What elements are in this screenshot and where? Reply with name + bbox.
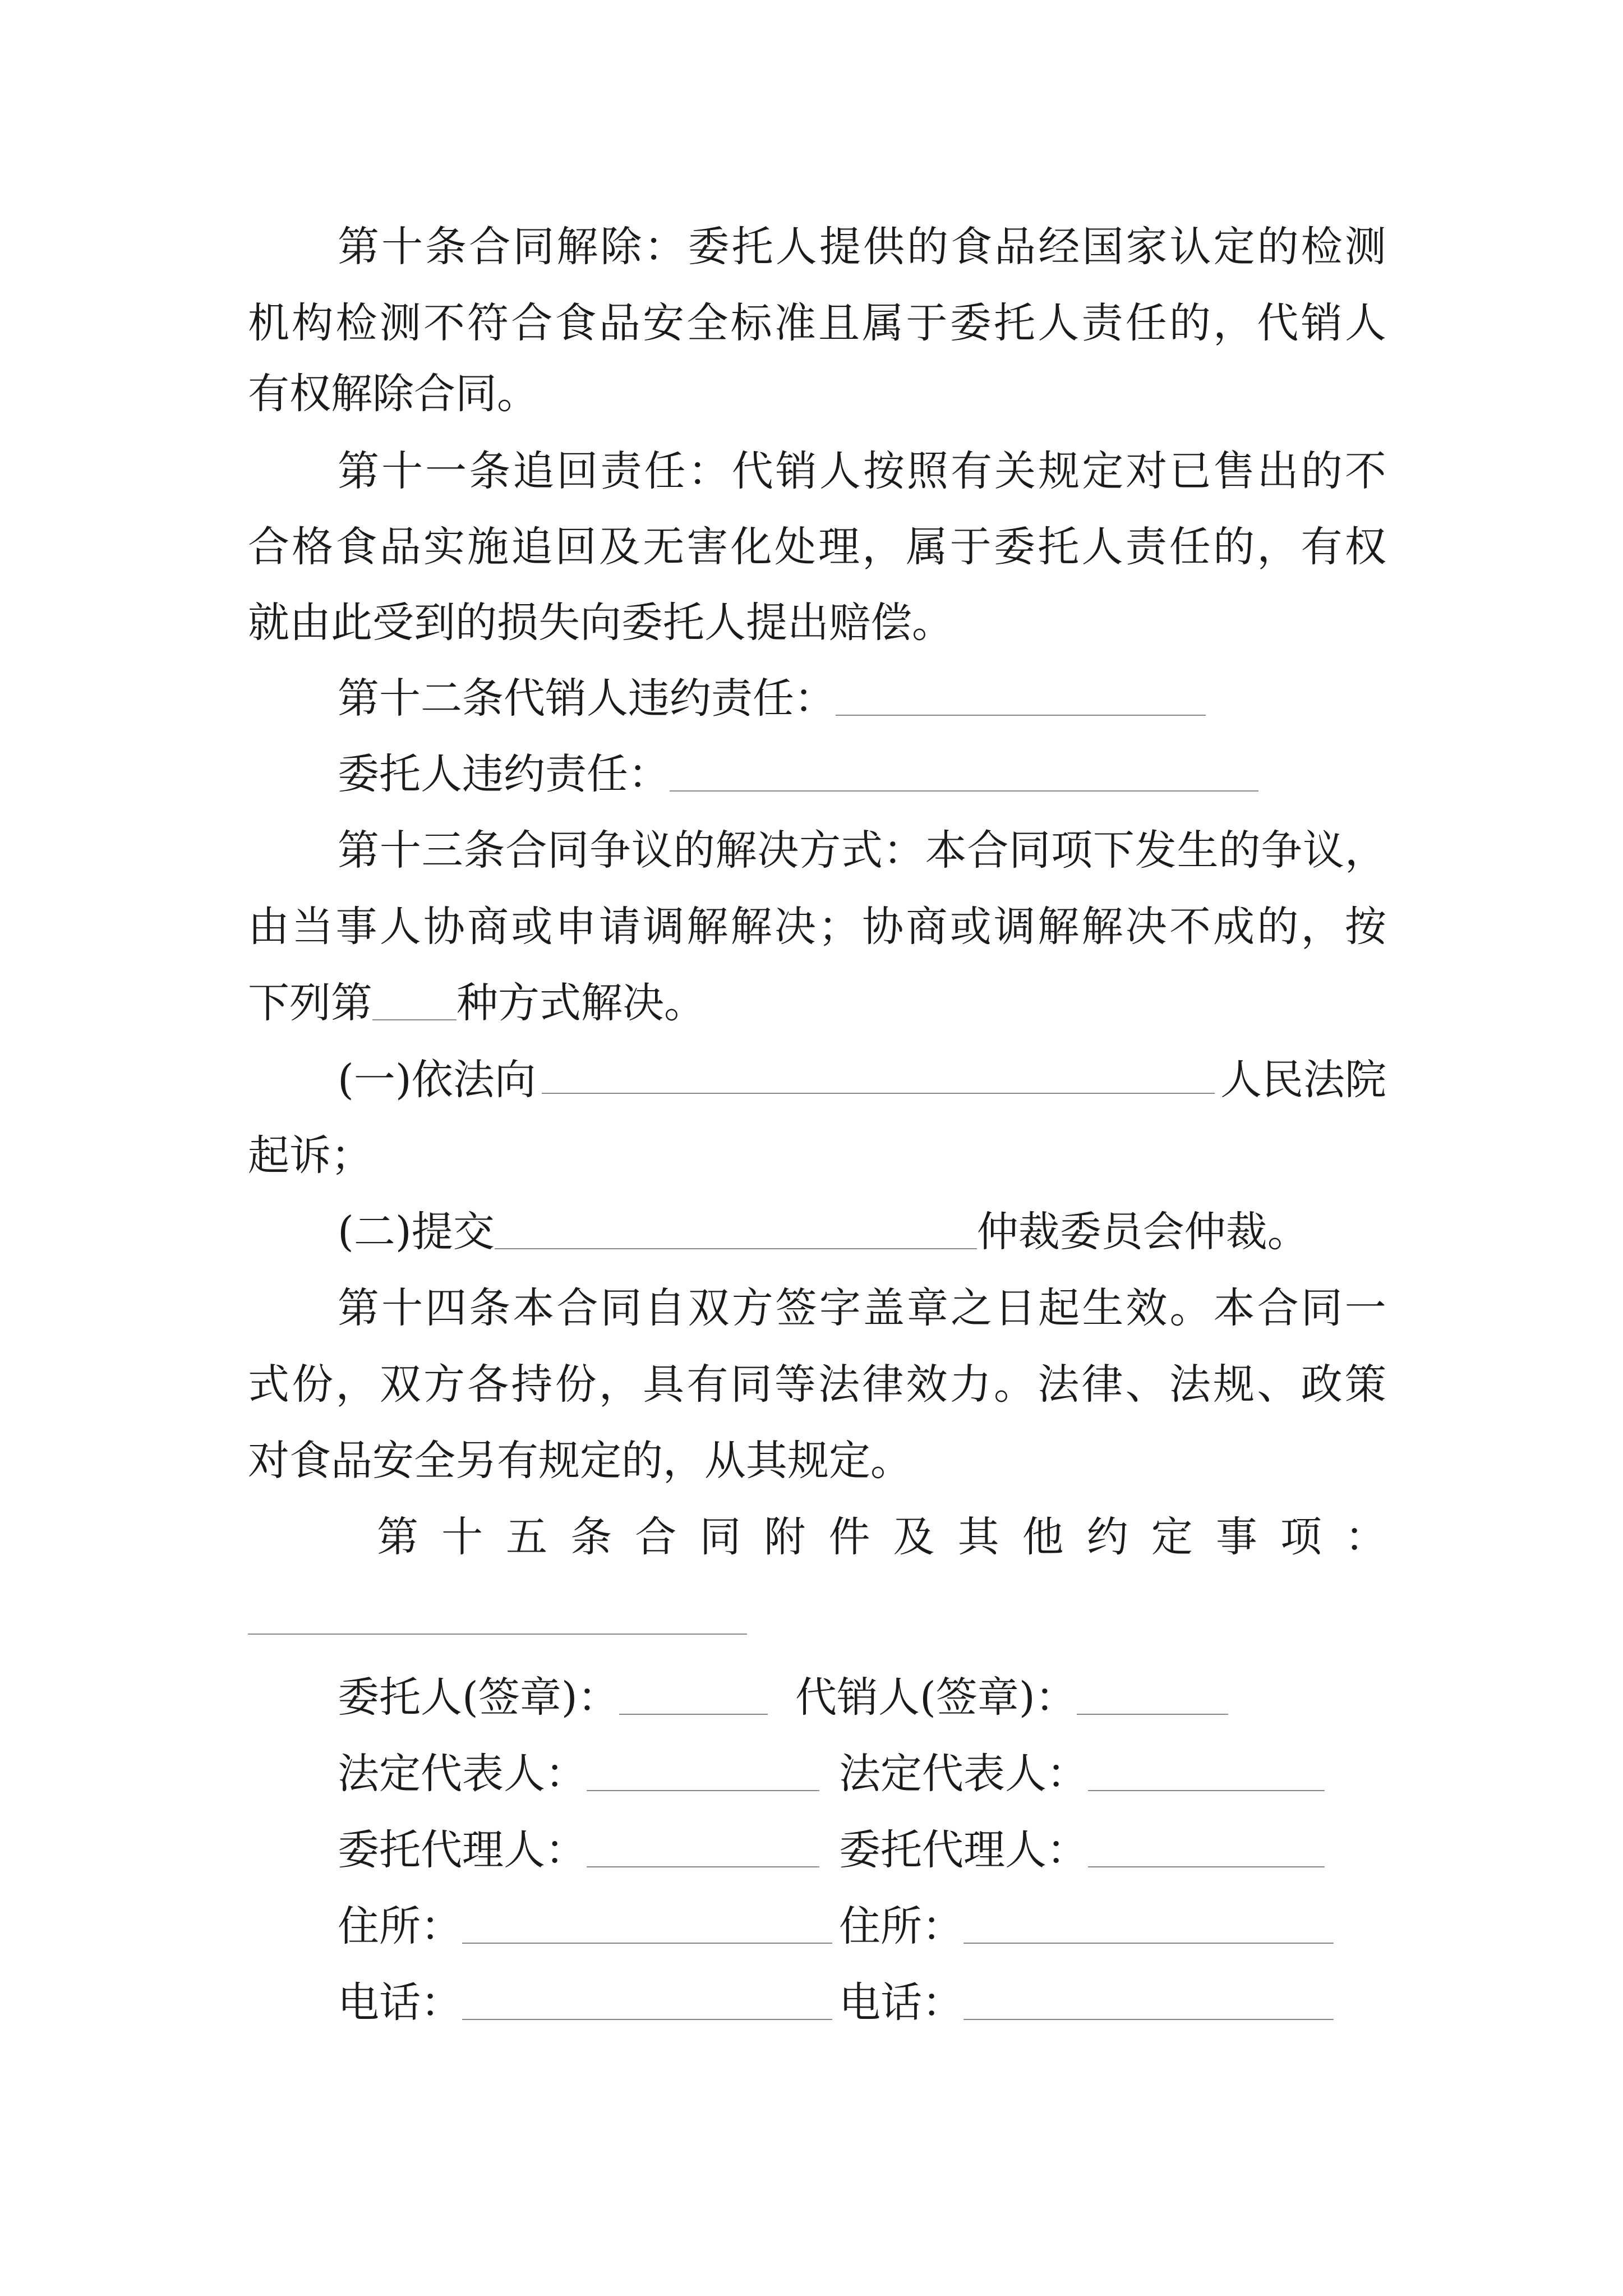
char: 责 — [1125, 523, 1167, 571]
heading-char: 第 — [377, 1513, 418, 1561]
article-13-line-2 — [248, 899, 1386, 955]
char: 解 — [1081, 903, 1123, 951]
char: ， — [862, 523, 904, 571]
article-14-line-1 — [338, 1280, 1386, 1336]
right-rep-row — [839, 1746, 1325, 1802]
char: 同 — [1301, 1284, 1343, 1332]
left-phone-row — [338, 1975, 832, 2031]
char: 的 — [1257, 903, 1299, 951]
heading-char: 条 — [570, 1513, 612, 1561]
char: 协 — [862, 903, 904, 951]
char: 提 — [819, 223, 861, 271]
left-rep-blank[interactable] — [587, 1749, 819, 1791]
char: 托 — [1038, 523, 1080, 571]
left-address-label: 住所： — [338, 1902, 462, 1950]
char: 方 — [423, 1360, 465, 1409]
char: ： — [688, 447, 730, 495]
char: 标 — [730, 299, 772, 347]
char: 律 — [862, 1360, 904, 1409]
char: 构 — [292, 299, 334, 347]
char: 关 — [994, 447, 1036, 495]
heading-char: 他 — [1022, 1513, 1064, 1561]
char: 化 — [730, 523, 772, 571]
char: 同 — [1009, 826, 1051, 875]
char: 日 — [994, 1284, 1036, 1332]
method-number-prefix: 下列第 — [248, 979, 372, 1027]
char: 各 — [467, 1360, 509, 1409]
char: 持 — [511, 1360, 553, 1409]
char: 施 — [467, 523, 509, 571]
agent-seal-blank[interactable] — [1077, 1672, 1228, 1715]
char: 合 — [1257, 1284, 1299, 1332]
char: 项 — [1051, 826, 1093, 875]
char: 委 — [993, 523, 1035, 571]
principal-seal-blank[interactable] — [619, 1672, 768, 1715]
char: 十 — [381, 223, 423, 271]
char: 代 — [1257, 299, 1299, 347]
char: 法 — [1169, 1360, 1211, 1409]
principal-liability-blank[interactable] — [670, 749, 1258, 792]
char: 规 — [1038, 447, 1080, 495]
char: 申 — [555, 903, 597, 951]
char: 方 — [731, 1284, 773, 1332]
char: ， — [1213, 299, 1255, 347]
article-14-line-3: 对食品安全另有规定的，从其规定。 — [248, 1437, 912, 1485]
char: 的 — [1301, 447, 1343, 495]
char: 害 — [686, 523, 728, 571]
char: 的 — [1213, 523, 1255, 571]
char: 追 — [511, 523, 553, 571]
char: 经 — [1038, 223, 1080, 271]
char: 生 — [1177, 826, 1219, 875]
heading-char: 附 — [764, 1513, 806, 1561]
char: 协 — [423, 903, 465, 951]
option-2-prefix: (二)提交 — [338, 1208, 495, 1256]
char: 不 — [423, 299, 465, 347]
char: 已 — [1169, 447, 1211, 495]
method-number-suffix: 种方式解决。 — [457, 979, 706, 1027]
article-11-line-1 — [338, 443, 1386, 499]
char: 字 — [819, 1284, 861, 1332]
char: 人 — [775, 223, 817, 271]
agent-liability-label: 第十二条代销人违约责任： — [338, 674, 836, 723]
char: 托 — [731, 223, 773, 271]
char: 第 — [338, 826, 379, 875]
char: 等 — [774, 1360, 816, 1409]
char: 成 — [1213, 903, 1255, 951]
char: 十 — [379, 826, 421, 875]
left-phone-label: 电话： — [338, 1978, 462, 2027]
heading-char: 五 — [506, 1513, 548, 1561]
heading-char: 事 — [1215, 1513, 1257, 1561]
char: 追 — [513, 447, 555, 495]
char: 事 — [335, 903, 377, 951]
char: 托 — [993, 299, 1035, 347]
char: ： — [883, 826, 925, 875]
char: 第 — [338, 447, 379, 495]
arbitration-commission-blank[interactable] — [495, 1207, 977, 1249]
char: 一 — [1344, 1284, 1386, 1332]
char: 决 — [757, 826, 799, 875]
char: 处 — [774, 523, 816, 571]
char: 人 — [1081, 523, 1123, 571]
char: 人 — [379, 903, 421, 951]
char: 盖 — [863, 1284, 905, 1332]
char: 品 — [994, 223, 1036, 271]
char: 同 — [547, 826, 589, 875]
char: 同 — [600, 1284, 642, 1332]
char: 条 — [469, 447, 511, 495]
char: 政 — [1301, 1360, 1343, 1409]
char: 合 — [967, 826, 1009, 875]
article-12-agent-liability — [338, 670, 1206, 726]
left-rep-row — [338, 1746, 819, 1802]
char: 国 — [1082, 223, 1124, 271]
char: 本 — [925, 826, 967, 875]
right-proxy-label: 委托代理人： — [839, 1826, 1088, 1874]
char: 第 — [338, 223, 379, 271]
char: 之 — [951, 1284, 993, 1332]
char: 食 — [951, 223, 993, 271]
article-10-line-3: 有权解除合同。 — [248, 370, 538, 418]
char: 份 — [292, 1360, 334, 1409]
char: 且 — [818, 299, 860, 347]
char: 准 — [774, 299, 816, 347]
char: ， — [598, 1360, 640, 1409]
char: 四 — [425, 1284, 467, 1332]
char: 食 — [555, 299, 597, 347]
char: 效 — [906, 1360, 948, 1409]
char: 具 — [643, 1360, 685, 1409]
principal-seal-row — [338, 1669, 768, 1726]
char: ； — [818, 903, 860, 951]
char: 测 — [1344, 223, 1386, 271]
char: 委 — [688, 223, 730, 271]
right-rep-label: 法定代表人： — [839, 1750, 1088, 1798]
left-proxy-label: 委托代理人： — [338, 1826, 587, 1874]
char: 及 — [598, 523, 640, 571]
char: 家 — [1126, 223, 1168, 271]
char: 全 — [686, 299, 728, 347]
char: 安 — [643, 299, 685, 347]
char: 品 — [598, 299, 640, 347]
char: 本 — [1213, 1284, 1255, 1332]
char: 解 — [556, 223, 598, 271]
left-phone-blank[interactable] — [462, 1977, 832, 2020]
char: 于 — [906, 299, 948, 347]
char: 销 — [775, 447, 817, 495]
agent-seal-row — [795, 1669, 1228, 1726]
char: 或 — [511, 903, 553, 951]
right-rep-blank[interactable] — [1088, 1749, 1325, 1791]
article-15-blank[interactable] — [248, 1634, 747, 1635]
char: 发 — [1135, 826, 1177, 875]
char: 双 — [688, 1284, 730, 1332]
char: 效 — [1126, 1284, 1168, 1332]
char: 调 — [643, 903, 685, 951]
char: 由 — [248, 903, 289, 951]
article-14-line-2 — [248, 1356, 1386, 1412]
char: ， — [1344, 826, 1386, 875]
heading-char: 件 — [828, 1513, 870, 1561]
char: 一 — [425, 447, 467, 495]
char: 食 — [335, 523, 377, 571]
char: 无 — [643, 523, 685, 571]
char: 不 — [1344, 447, 1386, 495]
right-proxy-row — [839, 1822, 1325, 1878]
char: 合 — [556, 1284, 598, 1332]
option-1-prefix: (一)依法向 — [338, 1056, 536, 1104]
char: 检 — [335, 299, 377, 347]
char: ： — [644, 223, 686, 271]
left-address-blank[interactable] — [462, 1901, 832, 1944]
char: 、 — [1257, 1360, 1299, 1409]
right-address-blank[interactable] — [963, 1901, 1334, 1944]
char: 属 — [906, 523, 948, 571]
heading-char: 及 — [893, 1513, 935, 1561]
char: 的 — [1169, 299, 1211, 347]
char: 认 — [1169, 223, 1211, 271]
principal-seal-label: 委托人(签章)： — [338, 1673, 619, 1722]
court-name-blank[interactable] — [542, 1051, 1215, 1094]
char: 品 — [379, 523, 421, 571]
char: 商 — [906, 903, 948, 951]
char: 份 — [555, 1360, 597, 1409]
char: 除 — [600, 223, 642, 271]
char: 任 — [1169, 523, 1211, 571]
char: 对 — [1126, 447, 1168, 495]
char: 十 — [381, 1284, 423, 1332]
char: 争 — [589, 826, 631, 875]
char: 的 — [673, 826, 715, 875]
left-proxy-row — [338, 1822, 819, 1878]
char: 条 — [425, 223, 467, 271]
char: 规 — [1213, 1360, 1255, 1409]
agent-seal-label: 代销人(签章)： — [795, 1673, 1077, 1722]
char: 或 — [949, 903, 992, 951]
char: 议 — [631, 826, 673, 875]
char: 双 — [379, 1360, 421, 1409]
char: 定 — [1213, 223, 1255, 271]
char: 请 — [598, 903, 640, 951]
char: 当 — [292, 903, 334, 951]
char: 合 — [248, 523, 289, 571]
char: 生 — [1082, 1284, 1124, 1332]
char: 、 — [1125, 1360, 1167, 1409]
char: ， — [335, 1360, 377, 1409]
char: 售 — [1213, 447, 1255, 495]
char: 实 — [423, 523, 465, 571]
heading-char: 合 — [635, 1513, 677, 1561]
char: 责 — [1081, 299, 1123, 347]
char: 的 — [1219, 826, 1261, 875]
char: 合 — [469, 223, 511, 271]
char: 第 — [338, 1284, 379, 1332]
char: 条 — [469, 1284, 511, 1332]
char: 有 — [951, 447, 993, 495]
char: 决 — [774, 903, 816, 951]
article-11-line-3: 就由此受到的损失向委托人提出赔偿。 — [248, 599, 953, 647]
char: 的 — [1257, 223, 1299, 271]
char: 权 — [1344, 523, 1386, 571]
char: 。 — [1169, 1284, 1211, 1332]
char: 法 — [1038, 1360, 1080, 1409]
char: 解 — [686, 903, 728, 951]
article-13-line-3 — [248, 975, 706, 1031]
char: 章 — [907, 1284, 949, 1332]
char: 检 — [1301, 223, 1343, 271]
char: 测 — [379, 299, 421, 347]
option-1-suffix: 人民法院 — [1220, 1056, 1386, 1104]
article-10-line-1 — [338, 219, 1386, 275]
char: 自 — [644, 1284, 686, 1332]
left-address-row — [338, 1898, 832, 1954]
char: 方 — [799, 826, 841, 875]
char: 调 — [993, 903, 1035, 951]
char: 委 — [949, 299, 992, 347]
char: 争 — [1261, 826, 1303, 875]
char: 商 — [467, 903, 509, 951]
char: 代 — [731, 447, 773, 495]
char: 格 — [292, 523, 334, 571]
right-phone-label: 电话： — [839, 1978, 963, 2027]
char: 任 — [644, 447, 686, 495]
article-13-option-1 — [338, 1051, 1386, 1108]
char: 签 — [775, 1284, 817, 1332]
char: 律 — [1081, 1360, 1123, 1409]
article-13-option-2 — [338, 1204, 1309, 1260]
char: 十 — [381, 447, 423, 495]
char: 有 — [1301, 523, 1343, 571]
char: 式 — [841, 826, 883, 875]
heading-char: 同 — [699, 1513, 741, 1561]
char: 决 — [1125, 903, 1167, 951]
heading-char: 定 — [1151, 1513, 1193, 1561]
char: 任 — [1125, 299, 1167, 347]
char: 供 — [863, 223, 905, 271]
char: 同 — [730, 1360, 772, 1409]
char: 起 — [1038, 1284, 1080, 1332]
char: 定 — [1082, 447, 1124, 495]
char: 责 — [600, 447, 642, 495]
article-11-line-2 — [248, 519, 1386, 575]
char: ， — [1257, 523, 1299, 571]
char: 按 — [863, 447, 905, 495]
article-10-line-2 — [248, 295, 1386, 351]
char: 法 — [818, 1360, 860, 1409]
heading-char: 项 — [1280, 1513, 1322, 1561]
char: 人 — [1038, 299, 1080, 347]
char: 解 — [1038, 903, 1080, 951]
article-13-option-1-cont: 起诉； — [248, 1131, 372, 1180]
char: 机 — [248, 299, 289, 347]
char: 本 — [513, 1284, 555, 1332]
heading-char: ： — [1344, 1513, 1386, 1561]
char: 合 — [511, 299, 553, 347]
article-15-heading — [377, 1509, 1386, 1565]
char: 符 — [467, 299, 509, 347]
char: 解 — [715, 826, 757, 875]
char: 属 — [862, 299, 904, 347]
char: 回 — [555, 523, 597, 571]
char: 解 — [730, 903, 772, 951]
right-proxy-blank[interactable] — [1088, 1825, 1325, 1867]
left-rep-label: 法定代表人： — [338, 1750, 587, 1798]
char: 三 — [421, 826, 463, 875]
article-13-line-1 — [338, 822, 1386, 878]
char: 力 — [949, 1360, 992, 1409]
char: 式 — [248, 1360, 289, 1409]
principal-liability-label: 委托人违约责任： — [338, 750, 670, 798]
char: 的 — [907, 223, 949, 271]
char: 销 — [1301, 299, 1343, 347]
article-12-principal-liability — [338, 746, 1258, 802]
char: 于 — [949, 523, 992, 571]
char: 人 — [819, 447, 861, 495]
char: 理 — [818, 523, 860, 571]
left-proxy-blank[interactable] — [587, 1825, 819, 1867]
heading-char: 其 — [957, 1513, 999, 1561]
method-number-blank[interactable] — [372, 978, 457, 1020]
char: 不 — [1169, 903, 1211, 951]
char: 策 — [1344, 1360, 1386, 1409]
char: ， — [1301, 903, 1343, 951]
char: 有 — [686, 1360, 728, 1409]
char: 照 — [907, 447, 949, 495]
char: 出 — [1257, 447, 1299, 495]
char: 。 — [993, 1360, 1035, 1409]
char: 同 — [513, 223, 555, 271]
right-address-row — [839, 1898, 1334, 1954]
char: 回 — [556, 447, 598, 495]
heading-char: 约 — [1086, 1513, 1128, 1561]
char: 按 — [1344, 903, 1386, 951]
char: 条 — [463, 826, 505, 875]
right-address-label: 住所： — [839, 1902, 963, 1950]
char: 合 — [505, 826, 547, 875]
char: 议 — [1303, 826, 1345, 875]
heading-char: 十 — [441, 1513, 483, 1561]
option-2-suffix: 仲裁委员会仲裁。 — [976, 1208, 1309, 1256]
right-phone-row — [839, 1975, 1334, 2031]
right-phone-blank[interactable] — [963, 1977, 1334, 2020]
char: 下 — [1092, 826, 1135, 875]
agent-liability-blank[interactable] — [836, 673, 1206, 716]
char: 人 — [1344, 299, 1386, 347]
